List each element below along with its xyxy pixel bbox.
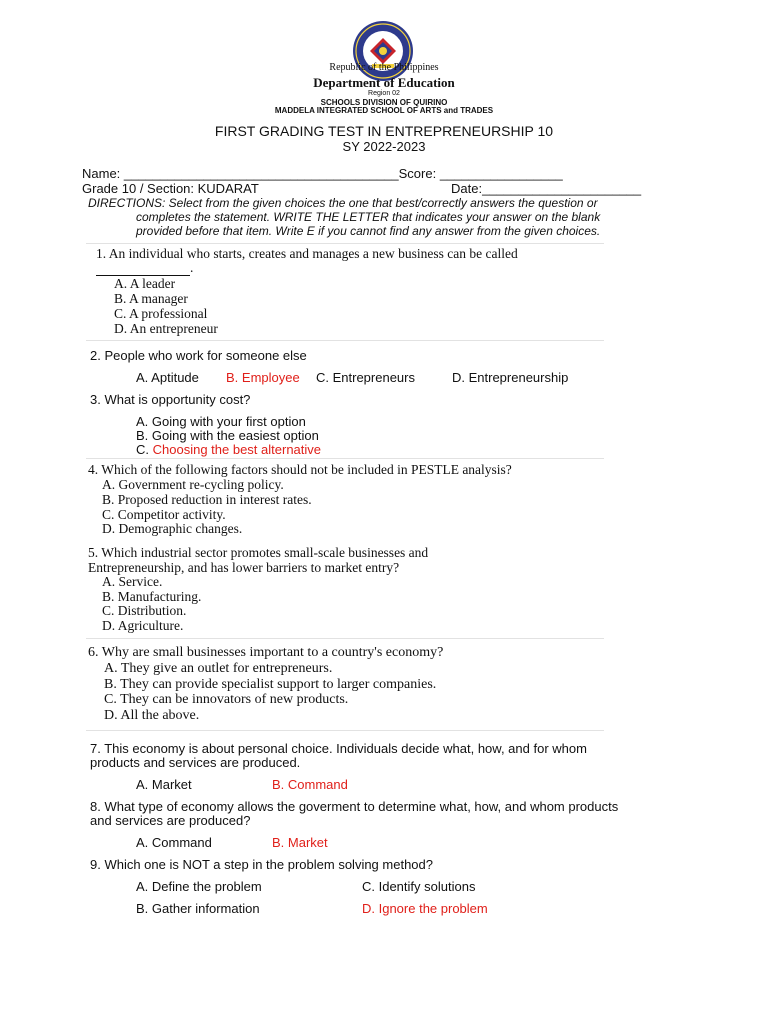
republic-label: Republic of the Philippines [329, 62, 439, 73]
q5-choice-d[interactable]: D. Agriculture. [102, 618, 184, 633]
q8-text-line-1: 8. What type of economy allows the goverment to determine what, how, and whom products [90, 799, 619, 814]
q9-choice-b[interactable]: B. Gather information [136, 901, 260, 916]
q1-choice-b[interactable]: B. A manager [114, 291, 188, 306]
q9-choice-c[interactable]: C. Identify solutions [362, 879, 476, 894]
q1-choice-d[interactable]: D. An entrepreneur [114, 321, 218, 336]
q2-text: 2. People who work for someone else [90, 348, 307, 363]
grade-section: Grade 10 / Section: KUDARAT [82, 181, 259, 196]
q4-choice-a[interactable]: A. Government re-cycling policy. [102, 477, 284, 492]
q6-choice-a[interactable]: A. They give an outlet for entrepreneurs. [104, 661, 333, 676]
q8-choice-b[interactable]: B. Market [272, 835, 328, 850]
q2-choice-c[interactable]: C. Entrepreneurs [316, 370, 415, 385]
q5-choice-c[interactable]: C. Distribution. [102, 603, 187, 618]
q8-text-line-2: and services are produced? [90, 813, 251, 828]
q4-choice-d[interactable]: D. Demographic changes. [102, 521, 243, 536]
q1-choice-a[interactable]: A. A leader [114, 276, 176, 291]
q7-text-line-2: products and services are produced. [90, 755, 301, 770]
q6-choice-c[interactable]: C. They can be innovators of new products. [104, 692, 349, 707]
q1-choice-c[interactable]: C. A professional [114, 306, 208, 321]
q7-choice-b[interactable]: B. Command [272, 777, 348, 792]
q2-choice-d[interactable]: D. Entrepreneurship [452, 370, 569, 385]
q9-text: 9. Which one is NOT a step in the problem solving method? [90, 857, 433, 872]
date-line: Date:______________________ [451, 181, 642, 196]
q9-choice-d[interactable]: D. Ignore the problem [362, 901, 488, 916]
q6-text: 6. Why are small businesses important to a country's economy? [88, 645, 444, 660]
q2-choice-b[interactable]: B. Employee [226, 370, 300, 385]
q4-text: 4. Which of the following factors should not be included in PESTLE analysis? [88, 462, 512, 477]
q6-choice-d[interactable]: D. All the above. [104, 708, 200, 723]
test-title: FIRST GRADING TEST IN ENTREPRENEURSHIP 10 [214, 123, 554, 139]
q3-choice-b[interactable]: B. Going with the easiest option [136, 428, 319, 443]
q5-text-line-2: Entrepreneurship, and has lower barriers to market entry? [88, 560, 400, 575]
q2-choice-a[interactable]: A. Aptitude [136, 370, 199, 385]
region-label: Region 02 [368, 90, 400, 97]
q8-choice-a[interactable]: A. Command [136, 835, 212, 850]
q3-text: 3. What is opportunity cost? [90, 392, 251, 407]
school-year: SY 2022-2023 [342, 139, 426, 154]
division-label: SCHOOLS DIVISION OF QUIRINO [320, 98, 448, 107]
q9-choice-a[interactable]: A. Define the problem [136, 879, 262, 894]
school-label: MADDELA INTEGRATED SCHOOL OF ARTS and TRADES [274, 106, 494, 115]
directions-line-1: DIRECTIONS: Select from the given choices the one that best/correctly answers the question or [88, 196, 598, 210]
name-score-line: Name: ______________________________________Score: _________________ [82, 166, 563, 181]
q1-answer-blank[interactable]: . [96, 260, 193, 276]
q3-choice-a[interactable]: A. Going with your first option [136, 414, 306, 429]
q4-choice-b[interactable]: B. Proposed reduction in interest rates. [102, 492, 312, 507]
q4-choice-c[interactable]: C. Competitor activity. [102, 507, 226, 522]
directions-line-2: completes the statement. WRITE THE LETTER that indicates your answer on the blank [136, 210, 601, 224]
q6-choice-b[interactable]: B. They can provide specialist support to larger companies. [104, 677, 437, 692]
q5-text-line-1: 5. Which industrial sector promotes small-scale businesses and [88, 545, 429, 560]
q3-choice-c[interactable]: C. Choosing the best alternative [136, 442, 322, 457]
q5-choice-a[interactable]: A. Service. [102, 574, 163, 589]
q1-text: 1. An individual who starts, creates and manages a new business can be called [96, 246, 518, 261]
q5-choice-b[interactable]: B. Manufacturing. [102, 589, 202, 604]
q7-choice-a[interactable]: A. Market [136, 777, 192, 792]
q7-text-line-1: 7. This economy is about personal choice. Individuals decide what, how, and for whom [90, 741, 587, 756]
department-label: Department of Education [313, 75, 455, 90]
directions-line-3: provided before that item. Write E if you cannot find any answer from the given choices. [136, 224, 601, 238]
